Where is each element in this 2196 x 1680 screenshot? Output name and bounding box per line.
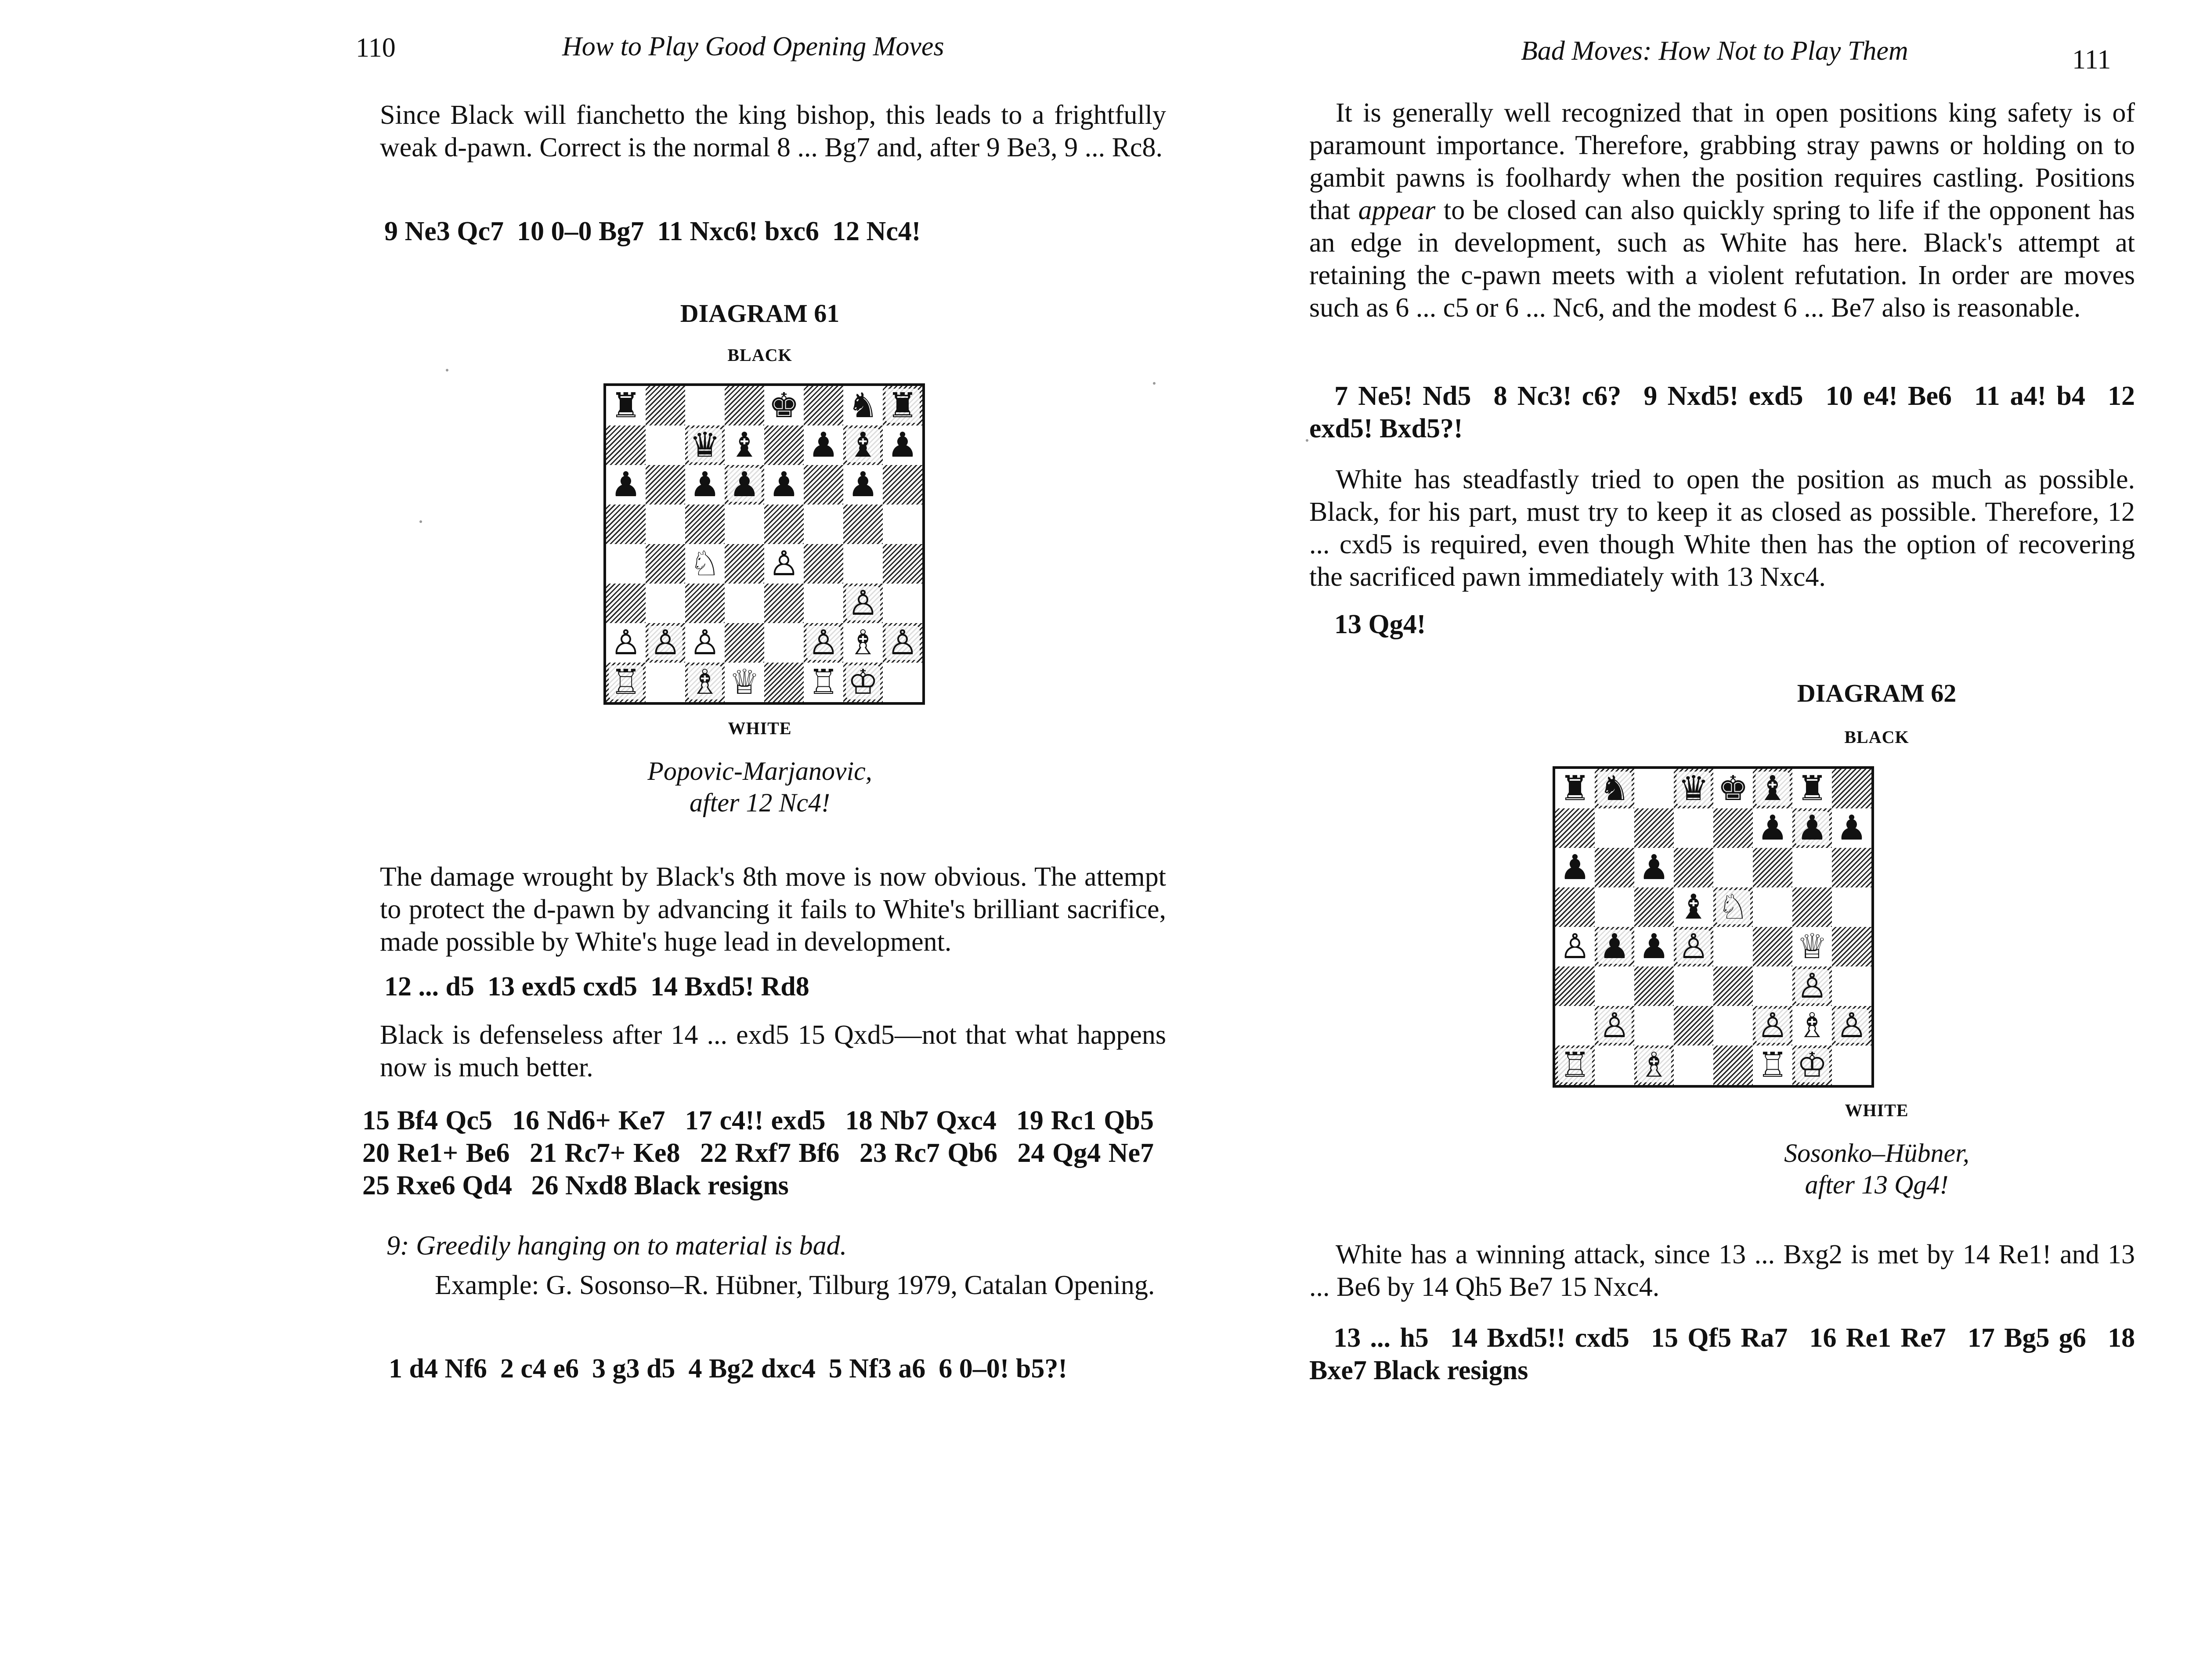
paragraph: Black is defenseless after 14 ... exd5 15 Qxd5—not that what happens now is much better. xyxy=(380,1020,1166,1082)
square-f2 xyxy=(804,623,843,663)
square-h8 xyxy=(883,386,922,425)
diagram-title: DIAGRAM 61 xyxy=(680,299,840,328)
move: 15 Bf4 Qc5 xyxy=(362,1106,492,1136)
square-c7 xyxy=(685,425,725,465)
square-e2 xyxy=(764,623,804,663)
white-rook-icon: ♖ xyxy=(609,665,643,699)
board-bottom-label: WHITE xyxy=(1845,1100,1909,1120)
square-h6 xyxy=(1832,848,1871,887)
rule-text: 9: Greedily hanging on to material is bad. xyxy=(386,1231,847,1261)
square-g8 xyxy=(843,386,883,425)
square-a3 xyxy=(1555,966,1595,1006)
square-e3 xyxy=(764,584,804,623)
square-f5 xyxy=(804,505,843,544)
black-king-icon: ♚ xyxy=(1716,772,1750,806)
move: 2 c4 e6 xyxy=(500,1354,579,1384)
square-d3 xyxy=(1674,966,1713,1006)
square-d7 xyxy=(1674,808,1713,848)
move-list xyxy=(1309,1322,2135,1387)
square-g3 xyxy=(1792,966,1832,1006)
black-pawn-icon: ♟ xyxy=(846,468,880,502)
black-pawn-icon: ♟ xyxy=(1597,930,1632,964)
white-pawn-icon: ♙ xyxy=(767,547,801,581)
white-rook-icon: ♖ xyxy=(806,665,841,699)
white-pawn-icon: ♙ xyxy=(1558,930,1592,964)
move: 13 Qg4! xyxy=(1334,609,1426,639)
square-g5 xyxy=(843,505,883,544)
square-b6 xyxy=(1595,848,1634,887)
paragraph-text: It is generally well recognized that in open positions king safety is of paramount importance. Therefore, grabbing stray pawns or holding on to gambit pawns is foolhardy when the position requires castling. Positions that xyxy=(1309,98,2135,225)
white-rook-icon: ♖ xyxy=(1755,1048,1790,1082)
paragraph-text: White has a winning attack, since 13 ... Bxg2 is met by 14 Re1! and 13 ... Be6 by 14 Qh5 Be7 15 Nxc4. xyxy=(1309,1240,2135,1302)
square-f3 xyxy=(1753,966,1792,1006)
square-h8 xyxy=(1832,769,1871,808)
square-b1 xyxy=(1595,1045,1634,1085)
square-c3 xyxy=(1634,966,1674,1006)
move-list xyxy=(384,215,934,248)
square-h2 xyxy=(883,623,922,663)
white-pawn-icon: ♙ xyxy=(1795,969,1829,1003)
square-h1 xyxy=(883,663,922,702)
black-bishop-icon: ♝ xyxy=(846,428,880,462)
square-f8 xyxy=(804,386,843,425)
square-e1 xyxy=(1713,1045,1753,1085)
square-h5 xyxy=(1832,887,1871,927)
black-bishop-icon: ♝ xyxy=(1755,772,1790,806)
caption-line: Popovic-Marjanovic, xyxy=(647,757,872,786)
emphasis: appear xyxy=(1358,195,1436,225)
move: 6 0–0! b5?! xyxy=(939,1354,1067,1384)
square-c3 xyxy=(685,584,725,623)
move-list xyxy=(389,1352,1080,1385)
square-f5 xyxy=(1753,887,1792,927)
square-d1 xyxy=(725,663,764,702)
square-c7 xyxy=(1634,808,1674,848)
black-pawn-icon: ♟ xyxy=(609,468,643,502)
move: 11 Nxc6! bxc6 xyxy=(657,216,819,246)
move-list xyxy=(1334,608,1439,641)
square-f8 xyxy=(1753,769,1792,808)
black-rook-icon: ♜ xyxy=(609,389,643,423)
paragraph: The damage wrought by Black's 8th move is now obvious. The attempt to protect the d-pawn by advancing it fails to White's brilliant sacrifice, made possible by White's huge lead in development. xyxy=(380,862,1166,957)
square-a5 xyxy=(606,505,646,544)
white-queen-icon: ♕ xyxy=(1795,930,1829,964)
square-a3 xyxy=(606,584,646,623)
square-b6 xyxy=(646,465,685,505)
black-rook-icon: ♜ xyxy=(1795,772,1829,806)
black-queen-icon: ♛ xyxy=(1676,772,1711,806)
move: 16 Nd6+ Ke7 xyxy=(512,1106,665,1136)
square-a1 xyxy=(606,663,646,702)
white-pawn-icon: ♙ xyxy=(1755,1009,1790,1043)
black-bishop-icon: ♝ xyxy=(1676,890,1711,924)
white-rook-icon: ♖ xyxy=(1558,1048,1592,1082)
square-a6 xyxy=(1555,848,1595,887)
square-g4 xyxy=(843,544,883,584)
square-d6 xyxy=(725,465,764,505)
black-pawn-icon: ♟ xyxy=(1835,811,1869,845)
white-pawn-icon: ♙ xyxy=(846,586,880,620)
square-a6 xyxy=(606,465,646,505)
square-f1 xyxy=(1753,1045,1792,1085)
black-knight-icon: ♞ xyxy=(1597,772,1632,806)
black-pawn-icon: ♟ xyxy=(1755,811,1790,845)
black-pawn-icon: ♟ xyxy=(1637,851,1671,885)
paragraph xyxy=(1309,97,2135,324)
move: 23 Rc7 Qb6 xyxy=(859,1138,997,1168)
square-d8 xyxy=(1674,769,1713,808)
move: 14 Bxd5! Rd8 xyxy=(650,972,809,1002)
page-number: 111 xyxy=(2072,45,2111,75)
square-a4 xyxy=(606,544,646,584)
square-b7 xyxy=(646,425,685,465)
square-b8 xyxy=(646,386,685,425)
square-d5 xyxy=(1674,887,1713,927)
paragraph: Since Black will fianchetto the king bishop, this leads to a frightfully weak d-pawn. Correct is the normal 8 ... Bg7 and, after 9 Be3, 9 ... Rc8. xyxy=(380,100,1166,162)
square-c4 xyxy=(685,544,725,584)
square-g8 xyxy=(1792,769,1832,808)
chess-board xyxy=(1553,766,1874,1088)
black-rook-icon: ♜ xyxy=(885,389,920,423)
square-d2 xyxy=(1674,1006,1713,1045)
square-c8 xyxy=(685,386,725,425)
square-d5 xyxy=(725,505,764,544)
caption-line: Sosonko–Hübner, xyxy=(1784,1139,1969,1168)
square-b3 xyxy=(646,584,685,623)
diagram-caption xyxy=(1679,1137,2074,1201)
square-d1 xyxy=(1674,1045,1713,1085)
white-pawn-icon: ♙ xyxy=(806,626,841,660)
square-b4 xyxy=(1595,927,1634,966)
square-a7 xyxy=(1555,808,1595,848)
move: 16 Re1 Re7 xyxy=(1809,1323,1946,1353)
square-e7 xyxy=(1713,808,1753,848)
square-e8 xyxy=(1713,769,1753,808)
move: 10 0–0 Bg7 xyxy=(517,216,644,246)
white-pawn-icon: ♙ xyxy=(688,626,722,660)
square-g6 xyxy=(843,465,883,505)
white-king-icon: ♔ xyxy=(846,665,880,699)
square-g6 xyxy=(1792,848,1832,887)
caption-line: after 13 Qg4! xyxy=(1805,1170,1949,1199)
move: 9 Ne3 Qc7 xyxy=(384,216,504,246)
black-pawn-icon: ♟ xyxy=(727,468,762,502)
black-pawn-icon: ♟ xyxy=(767,468,801,502)
square-d6 xyxy=(1674,848,1713,887)
move: 26 Nxd8 Black resigns xyxy=(531,1171,789,1201)
square-c5 xyxy=(1634,887,1674,927)
white-pawn-icon: ♙ xyxy=(1676,930,1711,964)
white-bishop-icon: ♗ xyxy=(846,626,880,660)
running-head: How to Play Good Opening Moves xyxy=(562,32,944,61)
square-d2 xyxy=(725,623,764,663)
square-g4 xyxy=(1792,927,1832,966)
square-g2 xyxy=(843,623,883,663)
square-f4 xyxy=(1753,927,1792,966)
square-f6 xyxy=(804,465,843,505)
black-king-icon: ♚ xyxy=(767,389,801,423)
board-top-label: BLACK xyxy=(727,345,792,365)
move: 18 Bxe7 Black resigns xyxy=(1309,1323,2135,1385)
move: 3 g3 d5 xyxy=(592,1354,675,1384)
square-f3 xyxy=(804,584,843,623)
square-e8 xyxy=(764,386,804,425)
square-g7 xyxy=(843,425,883,465)
move: 13 ... h5 xyxy=(1333,1323,1429,1353)
square-c4 xyxy=(1634,927,1674,966)
square-f6 xyxy=(1753,848,1792,887)
square-b1 xyxy=(646,663,685,702)
print-speck xyxy=(1306,439,1308,442)
square-g1 xyxy=(1792,1045,1832,1085)
move: 14 Bxd5!! cxd5 xyxy=(1450,1323,1629,1353)
square-g7 xyxy=(1792,808,1832,848)
black-pawn-icon: ♟ xyxy=(885,428,920,462)
square-d8 xyxy=(725,386,764,425)
caption-line: after 12 Nc4! xyxy=(690,788,830,817)
move-list xyxy=(1309,380,2135,445)
square-f1 xyxy=(804,663,843,702)
right-page xyxy=(1154,0,2196,1680)
square-c6 xyxy=(685,465,725,505)
square-h5 xyxy=(883,505,922,544)
square-h7 xyxy=(883,425,922,465)
square-c8 xyxy=(1634,769,1674,808)
move: 17 Bg5 g6 xyxy=(1967,1323,2086,1353)
move: 10 e4! Be6 xyxy=(1825,381,1952,411)
move: 17 c4!! exd5 xyxy=(685,1106,826,1136)
white-knight-icon: ♘ xyxy=(1716,890,1750,924)
square-c5 xyxy=(685,505,725,544)
square-c2 xyxy=(1634,1006,1674,1045)
square-c6 xyxy=(1634,848,1674,887)
white-pawn-icon: ♙ xyxy=(885,626,920,660)
move: 12 exd5! Bxd5?! xyxy=(1309,381,2135,443)
square-f7 xyxy=(1753,808,1792,848)
square-b3 xyxy=(1595,966,1634,1006)
square-e6 xyxy=(1713,848,1753,887)
white-pawn-icon: ♙ xyxy=(1835,1009,1869,1043)
move: 11 a4! b4 xyxy=(1974,381,2085,411)
square-a8 xyxy=(606,386,646,425)
move: 13 exd5 cxd5 xyxy=(487,972,637,1002)
paragraph xyxy=(1309,463,2135,593)
square-g5 xyxy=(1792,887,1832,927)
black-bishop-icon: ♝ xyxy=(727,428,762,462)
move: 1 d4 Nf6 xyxy=(389,1354,487,1384)
square-g2 xyxy=(1792,1006,1832,1045)
square-f7 xyxy=(804,425,843,465)
square-a4 xyxy=(1555,927,1595,966)
square-h3 xyxy=(1832,966,1871,1006)
white-bishop-icon: ♗ xyxy=(1795,1009,1829,1043)
square-h7 xyxy=(1832,808,1871,848)
move: 19 Rc1 Qb5 xyxy=(1016,1106,1154,1136)
white-pawn-icon: ♙ xyxy=(609,626,643,660)
square-g3 xyxy=(843,584,883,623)
white-queen-icon: ♕ xyxy=(727,665,762,699)
print-speck xyxy=(419,520,422,523)
paragraph-text: White has steadfastly tried to open the position as much as possible. Black, for his part, must try to keep it as closed as possible. Therefore, 12 ... cxd5 is required, even though White then has the option of recovering the sacrificed pawn immediately with 13 Nxc4. xyxy=(1309,465,2135,592)
square-d3 xyxy=(725,584,764,623)
square-h2 xyxy=(1832,1006,1871,1045)
print-speck xyxy=(446,369,448,371)
move: 24 Qg4 Ne7 xyxy=(1017,1138,1154,1168)
black-pawn-icon: ♟ xyxy=(1558,851,1592,885)
square-g1 xyxy=(843,663,883,702)
square-e4 xyxy=(764,544,804,584)
move: 9 Nxd5! exd5 xyxy=(1643,381,1803,411)
square-e6 xyxy=(764,465,804,505)
square-b7 xyxy=(1595,808,1634,848)
move: 8 Nc3! c6? xyxy=(1493,381,1622,411)
white-king-icon: ♔ xyxy=(1795,1048,1829,1082)
move: 22 Rxf7 Bf6 xyxy=(700,1138,840,1168)
square-h6 xyxy=(883,465,922,505)
black-pawn-icon: ♟ xyxy=(1637,930,1671,964)
black-knight-icon: ♞ xyxy=(846,389,880,423)
page-number: 110 xyxy=(356,33,396,63)
black-queen-icon: ♛ xyxy=(688,428,722,462)
square-a8 xyxy=(1555,769,1595,808)
square-a1 xyxy=(1555,1045,1595,1085)
square-e3 xyxy=(1713,966,1753,1006)
diagram-title: DIAGRAM 62 xyxy=(1797,679,1957,707)
square-c1 xyxy=(1634,1045,1674,1085)
black-rook-icon: ♜ xyxy=(1558,772,1592,806)
move: 4 Bg2 dxc4 xyxy=(688,1354,816,1384)
square-b8 xyxy=(1595,769,1634,808)
square-e5 xyxy=(1713,887,1753,927)
square-a2 xyxy=(1555,1006,1595,1045)
square-h3 xyxy=(883,584,922,623)
square-b4 xyxy=(646,544,685,584)
square-e7 xyxy=(764,425,804,465)
diagram-caption xyxy=(562,755,957,818)
square-f4 xyxy=(804,544,843,584)
square-e4 xyxy=(1713,927,1753,966)
black-pawn-icon: ♟ xyxy=(806,428,841,462)
square-a5 xyxy=(1555,887,1595,927)
move: 12 Nc4! xyxy=(832,216,921,246)
move: 20 Re1+ Be6 xyxy=(362,1138,510,1168)
board-bottom-label: WHITE xyxy=(728,718,792,738)
square-h4 xyxy=(883,544,922,584)
move: 5 Nf3 a6 xyxy=(828,1354,926,1384)
running-head: Bad Moves: How Not to Play Them xyxy=(1521,36,1908,66)
paragraph-text: to be closed can also quickly spring to life if the opponent has an edge in development, such as White has here. Black's attempt at retaining the c-pawn meets with a violent refutation. In order are moves such as 6 ... c5 or 6 ... Nc6, and the modest 6 ... Be7 also is reasonable. xyxy=(1309,195,2135,323)
square-d4 xyxy=(725,544,764,584)
square-a2 xyxy=(606,623,646,663)
move-list xyxy=(362,1104,1166,1202)
square-b2 xyxy=(1595,1006,1634,1045)
black-pawn-icon: ♟ xyxy=(688,468,722,502)
square-e2 xyxy=(1713,1006,1753,1045)
example-text: Example: G. Sosonso–R. Hübner, Tilburg 1979, Catalan Opening. xyxy=(435,1270,1155,1300)
square-d7 xyxy=(725,425,764,465)
square-d4 xyxy=(1674,927,1713,966)
square-e5 xyxy=(764,505,804,544)
black-pawn-icon: ♟ xyxy=(1795,811,1829,845)
move: 21 Rc7+ Ke8 xyxy=(530,1138,680,1168)
square-c2 xyxy=(685,623,725,663)
board-top-label: BLACK xyxy=(1844,727,1909,747)
white-bishop-icon: ♗ xyxy=(688,665,722,699)
move: 25 Rxe6 Qd4 xyxy=(362,1171,512,1201)
square-b2 xyxy=(646,623,685,663)
white-knight-icon: ♘ xyxy=(688,547,722,581)
square-h1 xyxy=(1832,1045,1871,1085)
paragraph xyxy=(1309,1238,2135,1303)
white-bishop-icon: ♗ xyxy=(1637,1048,1671,1082)
move: 12 ... d5 xyxy=(384,972,474,1002)
square-e1 xyxy=(764,663,804,702)
square-c1 xyxy=(685,663,725,702)
white-pawn-icon: ♙ xyxy=(1597,1009,1632,1043)
square-f2 xyxy=(1753,1006,1792,1045)
square-a7 xyxy=(606,425,646,465)
move-list xyxy=(384,970,823,1003)
move: 15 Qf5 Ra7 xyxy=(1651,1323,1788,1353)
move: 7 Ne5! Nd5 xyxy=(1334,381,1471,411)
square-h4 xyxy=(1832,927,1871,966)
square-b5 xyxy=(1595,887,1634,927)
chess-board xyxy=(603,383,925,705)
move: 18 Nb7 Qxc4 xyxy=(845,1106,997,1136)
square-b5 xyxy=(646,505,685,544)
white-pawn-icon: ♙ xyxy=(648,626,683,660)
